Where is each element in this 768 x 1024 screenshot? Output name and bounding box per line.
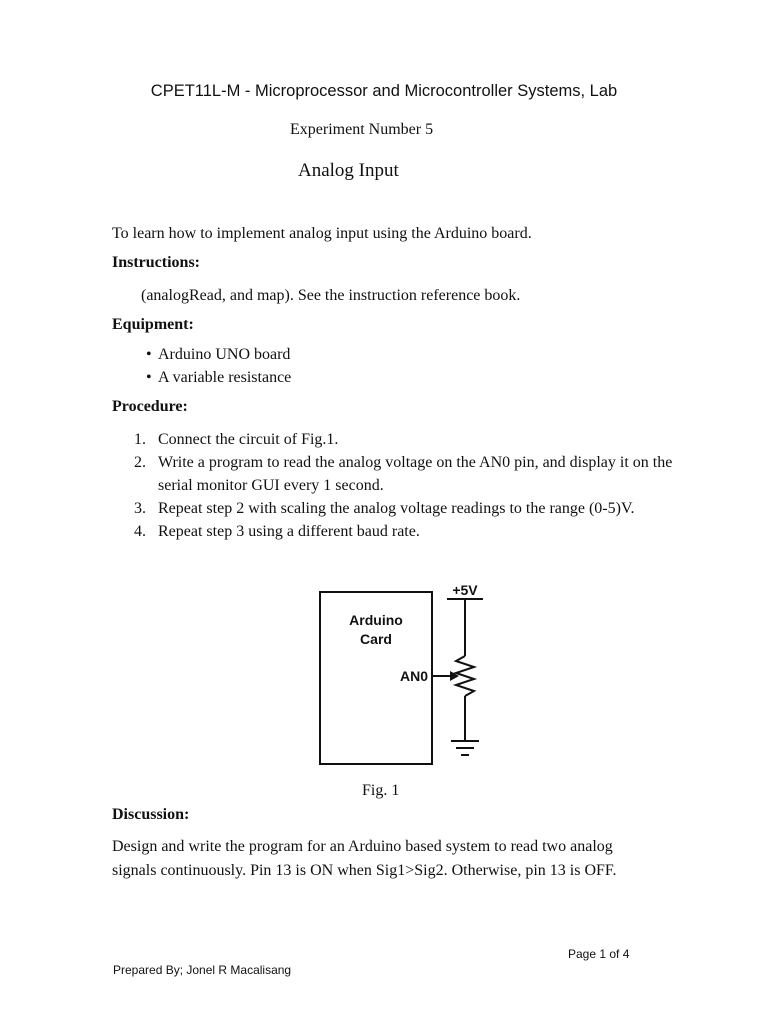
card-label-line2: Card xyxy=(360,631,392,647)
step-number: 1. xyxy=(134,431,146,448)
procedure-step xyxy=(134,451,674,497)
instructions-text: (analogRead, and map). See the instruction reference book. xyxy=(141,287,521,304)
discussion-heading: Discussion: xyxy=(112,806,190,823)
procedure-step xyxy=(134,520,674,543)
procedure-step xyxy=(134,497,674,520)
step-number: 4. xyxy=(134,523,146,540)
prepared-by: Prepared By; Jonel R Macalisang xyxy=(113,963,292,977)
equipment-heading: Equipment: xyxy=(112,316,194,333)
step-text: Connect the circuit of Fig.1. xyxy=(158,431,339,448)
pin-label: AN0 xyxy=(399,668,428,684)
equipment-item: • Arduino UNO board xyxy=(146,343,291,366)
page-number: Page 1 of 4 xyxy=(568,947,630,961)
experiment-number: Experiment Number 5 xyxy=(290,121,434,138)
figure-caption: Fig. 1 xyxy=(362,782,400,799)
procedure-step xyxy=(134,428,674,451)
step-number: 2. xyxy=(134,454,146,471)
equipment-item: • A variable resistance xyxy=(146,366,291,389)
circuit-diagram xyxy=(300,578,500,774)
course-title: CPET11L-M - Microprocessor and Microcontroller Systems, Lab xyxy=(150,82,618,100)
supply-label: +5V xyxy=(452,582,478,598)
step-text: Repeat step 2 with scaling the analog voltage readings to the range (0-5)V. xyxy=(158,500,635,517)
card-label-line1: Arduino xyxy=(349,612,403,628)
procedure-list xyxy=(134,428,674,543)
equipment-list xyxy=(146,343,291,389)
discussion-text: Design and write the program for an Arduino based system to read two analog signals continuously. Pin 13 is ON when Sig1>Sig2. Otherwise, pin 13 is OFF. xyxy=(112,838,617,879)
experiment-title: Analog Input xyxy=(298,160,399,181)
instructions-heading: Instructions: xyxy=(112,254,201,271)
step-text: Write a program to read the analog voltage on the AN0 pin, and display it on the serial monitor GUI every 1 second. xyxy=(158,454,673,494)
step-number: 3. xyxy=(134,500,146,517)
objective-text: To learn how to implement analog input using the Arduino board. xyxy=(112,225,532,242)
step-text: Repeat step 3 using a different baud rate. xyxy=(158,523,420,540)
procedure-heading: Procedure: xyxy=(112,398,188,415)
